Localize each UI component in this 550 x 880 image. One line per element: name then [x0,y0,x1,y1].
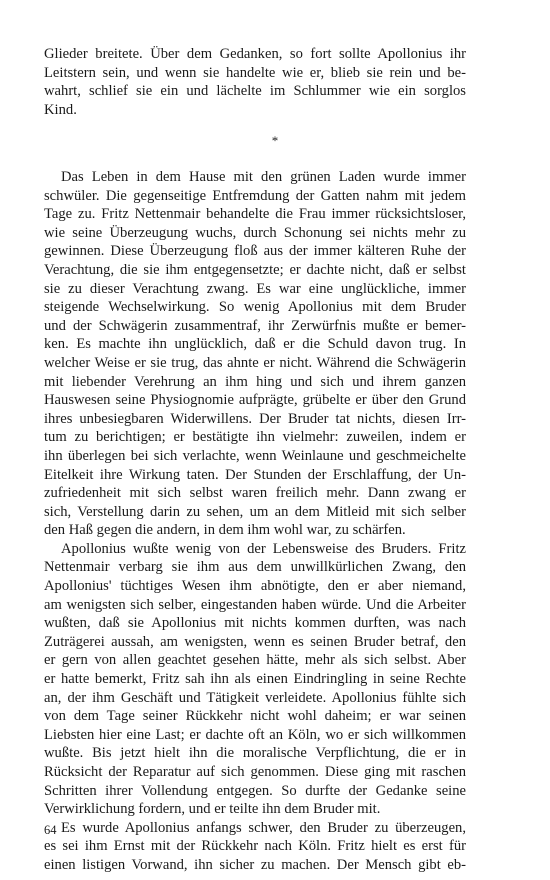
text-line: ken. Es machte ihn unglücklich, daß er die Schuld davon trug. In [44,336,466,353]
text-line: Es wurde Apollonius anfangs schwer, den Bruder zu überzeugen, [61,819,466,836]
text-line: Glieder breitete. Über dem Gedanken, so fort sollte Apollonius ihr [44,46,466,62]
text-line: Tage zu. Fritz Nettenmair behandelte die Frau immer rücksichtsloser, [44,206,466,223]
text-line: Verwirklichung fordern, und er teilte ihn dem Bruder mit. [44,801,381,818]
text-line: es sei ihm Ernst mit der Rückkehr nach Köln. Fritz hielt es erst für [44,838,466,855]
text-line: zufriedenheit mit sich selbst waren freilich mehr. Dann zwang er [44,485,466,502]
text-line: einen listigen Vorwand, ihn sicher zu machen. Der Mensch gibt eb- [44,856,466,873]
text-line: den Haß gegen die andern, in dem ihm wohl war, zu schärfen. [44,522,406,539]
text-line: ihres unbesiegbaren Widerwillens. Der Bruder tat nichts, diesen Irr- [44,410,466,427]
text-line: wußte. Bis jetzt hielt ihn die moralische Verpflichtung, die er in [44,745,466,762]
text-line: Kind. [44,101,77,118]
text-line: sich, Verstellung darin zu sehen, um an dem Mitleid mit sich selber [44,503,466,520]
text-line: wahrt, schlief sie ein und lächelte im Schlummer wie ein sorglos [44,83,466,100]
section-separator: * [271,133,279,148]
text-line: wie seine Überzeugung wuchs, durch Schonung sei nichts mehr zu [44,224,466,241]
text-line: Verachtung, die sie ihm entgegensetzte; er dachte nicht, daß er selbst [44,261,466,278]
main-text [44,168,466,875]
text-line: an, der ihm Geschäft und Tätigkeit verleidete. Apollonius fühlte sich [44,689,466,706]
text-line: er gern von allen geachtet gesehen hätte, mehr als sich selbst. Aber [44,652,466,669]
text-line: gewinnen. Diese Überzeugung floß aus der immer kälteren Ruhe der [44,243,466,260]
text-line: Hauswesen seine Physiognomie aufprägte, grübelte er über den Grund [44,392,466,409]
text-line: schwüler. Die gegenseitige Entfremdung der Gatten nahm mit jedem [44,187,466,204]
text-line: am wenigsten sich selber, eingestanden haben würde. Und die Arbeiter [44,596,466,613]
text-line: Nettenmair verbarg sie ihm aus dem unwillkürlichen Zwang, den [44,559,466,576]
text-line: Apollonius wußte wenig von der Lebensweise des Bruders. Fritz [61,540,466,557]
text-line: und der Schwägerin zusammentraf, ihr Zerwürfnis mußte er bemer- [44,317,466,334]
text-line: wußten, daß sie Apollonius mit nichts kommen durften, was nach [44,615,466,632]
text-line: Schritten ihrer Vollendung entgegen. So durfte der Gedanke seine [44,782,466,799]
text-line: Leitstern sein, und wenn sie handelte wie er, blieb sie rein und be- [44,64,466,81]
text-line: von dem Tage seiner Rückkehr nicht wohl daheim; er war seinen [44,708,466,725]
text-line: ihn überlegen bei sich verlachte, wenn Weinlaune und geschmeichelte [44,447,466,464]
text-line: Eitelkeit ihre Wirkung taten. Der Stunden der Erschlaffung, der Un- [44,466,466,483]
page-number: 64 [44,823,57,837]
text-line: Rücksicht der Reparatur auf sich genommen. Diese ging mit raschen [44,764,466,780]
text-line: steigende Wechselwirkung. So wenig Apollonius mit dem Bruder [44,299,466,316]
text-line: welcher Weise er sie trug, das ahnte er nicht. Während die Schwägerin [44,354,466,371]
text-line: mit liebender Verehrung an ihm hing und sich und ihrem ganzen [44,373,466,390]
text-line: Apollonius' tüchtiges Wesen ihm abnötigte, den er aber niemand, [44,578,466,595]
text-line: tum zu berichtigen; er bestätigte ihn vielmehr: zuweilen, indem er [44,429,466,446]
text-line: sie zu dieser Verachtung zwang. Es war eine unglückliche, immer [44,280,466,297]
paragraph-continuation [44,45,466,119]
text-line: Liebsten hier eine Last; er dachte oft an Köln, wo er sich willkommen [44,726,466,743]
text-line: er hatte bemerkt, Fritz sah ihn als einen Eindringling in seine Rechte [44,671,466,688]
text-line: Zuträgerei aussah, am wenigsten, wenn es seinen Bruder betraf, den [44,633,466,650]
text-line: Das Leben in dem Hause mit den grünen Laden wurde immer [61,169,466,185]
